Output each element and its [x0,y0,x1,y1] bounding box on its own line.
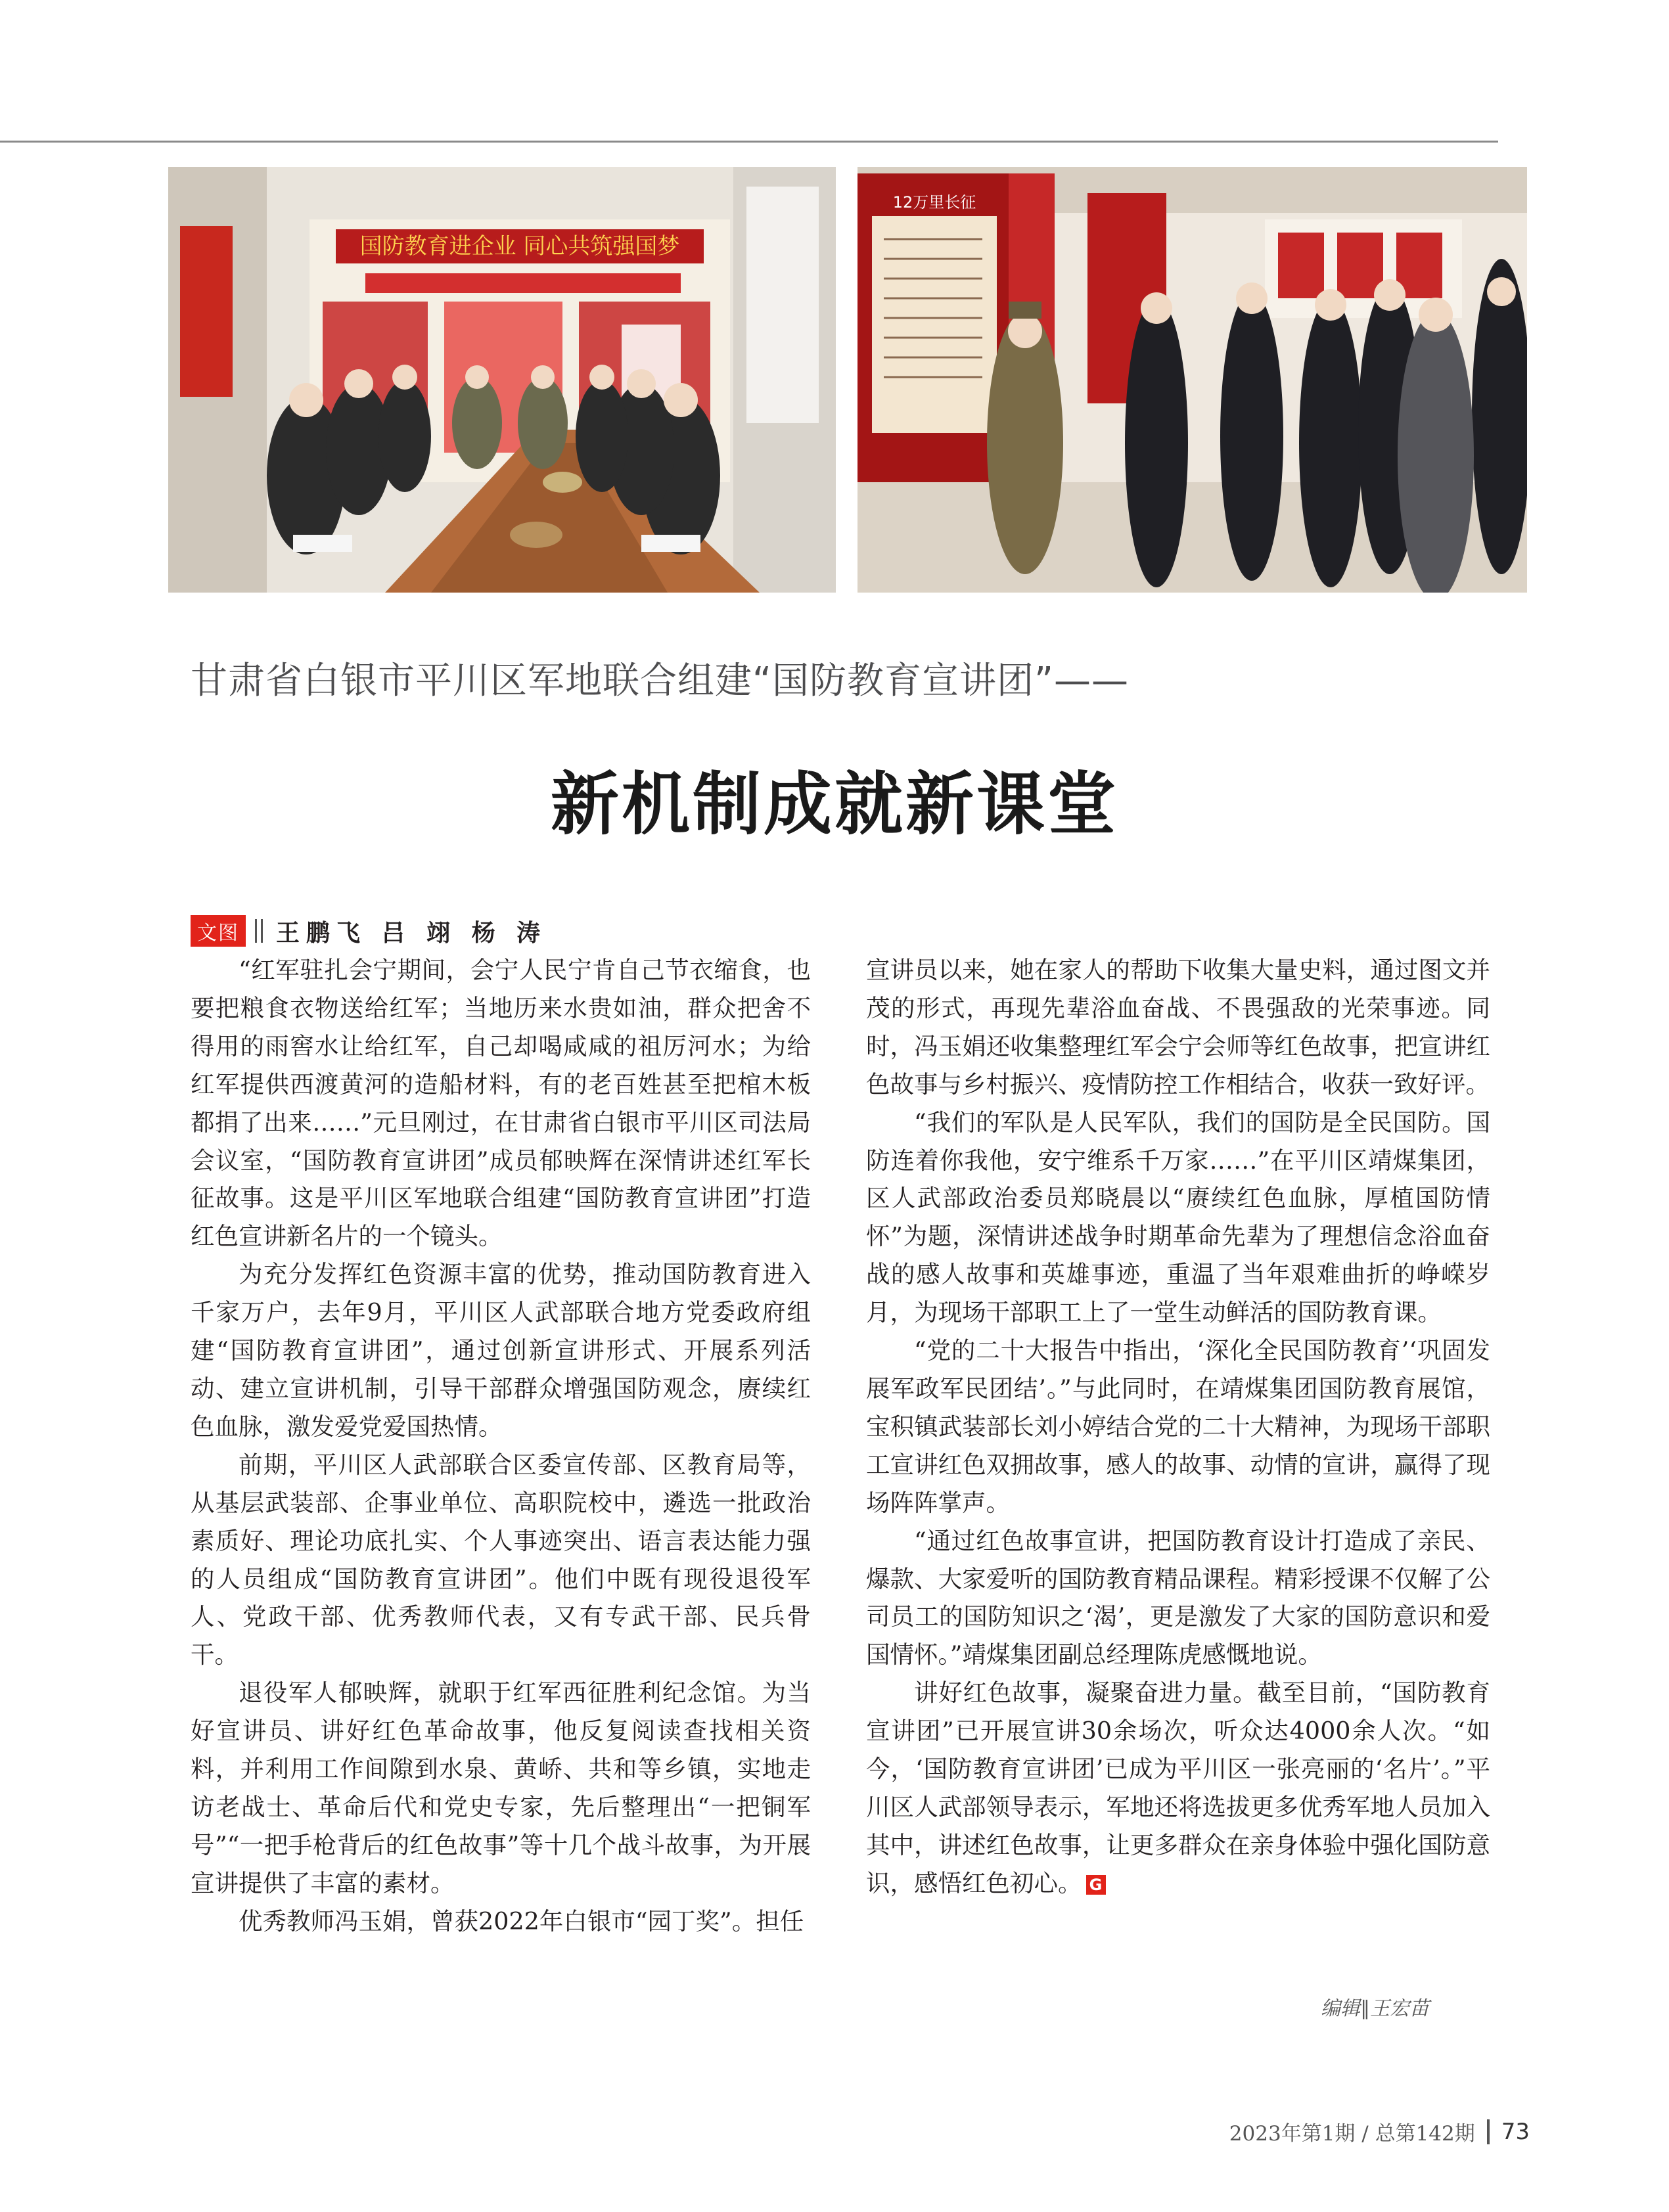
paragraph: “通过红色故事宣讲，把国防教育设计打造成了亲民、爆款、大家爱听的国防教育精品课程。精彩授课不仅解了公司员工的国防知识之‘渴’，更是激发了大家的国防意识和爱国情怀。”靖煤集团副总经理陈虎感慨地说。 [866,1526,1490,1669]
paragraph: 退役军人郁映辉，就职于红军西征胜利纪念馆。为当好宣讲员、讲好红色革命故事，他反复阅读查找相关资料，并利用工作间隙到水泉、黄峤、共和等乡镇，实地走访老战士、革命后代和党史专家，先后整理出“一把铜军号”“一把手枪背后的红色故事”等十几个战斗故事，为开展宣讲提供了丰富的素材。 [191,1679,811,1897]
byline-tag: 文图 [191,915,246,947]
article-column-right [866,951,1490,1903]
header-rule [0,141,1498,143]
editor-credit: 编辑∥王宏苗 [1321,1997,1429,2020]
panel-text: 12万里长征 [892,193,976,212]
byline [191,914,547,947]
byline-authors: 王鹏飞 吕 翊 杨 涛 [276,919,547,947]
footer-separator [1487,2119,1490,2144]
banner-text: 国防教育进企业 同心共筑强国梦 [359,233,680,260]
paragraph-continued: 宣讲员以来，她在家人的帮助下收集大量史料，通过图文并茂的形式，再现先辈浴血奋战、不畏强敌的光荣事迹。同时，冯玉娟还收集整理红军会宁会师等红色故事，把宣讲红色故事与乡村振兴、疫情防控工作相结合，收获一致好评。 [866,956,1490,1098]
issue-info: 2023年第1期 / 总第142期 [1229,2122,1475,2146]
paragraph-final [866,1674,1490,1902]
article-subtitle: 甘肃省白银市平川区军地联合组建“国防教育宣讲团”—— [191,660,1130,702]
photo-meeting-room [168,167,836,593]
page-number: 73 [1501,2118,1530,2145]
paragraph: “红军驻扎会宁期间，会宁人民宁肯自己节衣缩食，也要把粮食衣物送给红军；当地历来水贵如油，群众把舍不得用的雨窖水让给红军，自己却喝咸咸的祖厉河水；为给红军提供西渡黄河的造船材料，有的老百姓甚至把棺木板都捐了出来……”元旦刚过，在甘肃省白银市平川区司法局会议室，“国防教育宣讲团”成员郁映辉在深情讲述红军长征故事。这是平川区军地联合组建“国防教育宣讲团”打造红色宣讲新名片的一个镜头。 [191,956,811,1251]
paragraph: “我们的军队是人民军队，我们的国防是全民国防。国防连着你我他，安宁维系千万家……”在平川区靖煤集团，区人武部政治委员郑晓晨以“赓续红色血脉，厚植国防情怀”为题，深情讲述战争时期革命先辈为了理想信念浴血奋战的感人故事和英雄事迹，重温了当年艰难曲折的峥嵘岁月，为现场干部职工上了一堂生动鲜活的国防教育课。 [866,1108,1490,1327]
paragraph-text: 讲好红色故事，凝聚奋进力量。截至目前，“国防教育宣讲团”已开展宣讲30余场次，听众达4000余人次。“如今，‘国防教育宣讲团’已成为平川区一张亮丽的‘名片’。”平川区人武部领导表示，军地还将选拔更多优秀军地人员加入其中，讲述红色故事，让更多群众在亲身体验中强化国防意识，感悟红色初心。 [866,1679,1490,1897]
exhibition-hall-image [857,167,1527,593]
end-mark-icon: G [1086,1875,1106,1895]
byline-separator [261,919,263,943]
byline-separator [255,919,257,943]
paragraph: 前期，平川区人武部联合区委宣传部、区教育局等，从基层武装部、企事业单位、高职院校中，遴选一批政治素质好、理论功底扎实、个人事迹突出、语言表达能力强的人员组成“国防教育宣讲团”。他们中既有现役退役军人、党政干部、优秀教师代表，又有专武干部、民兵骨干。 [191,1450,811,1669]
meeting-room-image [168,167,836,593]
paragraph: 为充分发挥红色资源丰富的优势，推动国防教育进入千家万户，去年9月，平川区人武部联合地方党委政府组建“国防教育宣讲团”，通过创新宣讲形式、开展系列活动、建立宣讲机制，引导干部群众增强国防观念，赓续红色血脉，激发爱党爱国热情。 [191,1260,811,1441]
article-title: 新机制成就新课堂 [550,764,1118,844]
page-footer [1229,2117,1530,2146]
photo-exhibition-hall [857,167,1527,593]
paragraph: 优秀教师冯玉娟，曾获2022年白银市“园丁奖”。担任 [239,1907,804,1935]
article-column-left [191,951,811,1941]
paragraph: “党的二十大报告中指出，‘深化全民国防教育’‘巩固发展军政军民团结’。”与此同时，在靖煤集团国防教育展馆，宝积镇武装部长刘小婷结合党的二十大精神，为现场干部职工宣讲红色双拥故事，感人的故事、动情的宣讲，赢得了现场阵阵掌声。 [866,1336,1490,1517]
